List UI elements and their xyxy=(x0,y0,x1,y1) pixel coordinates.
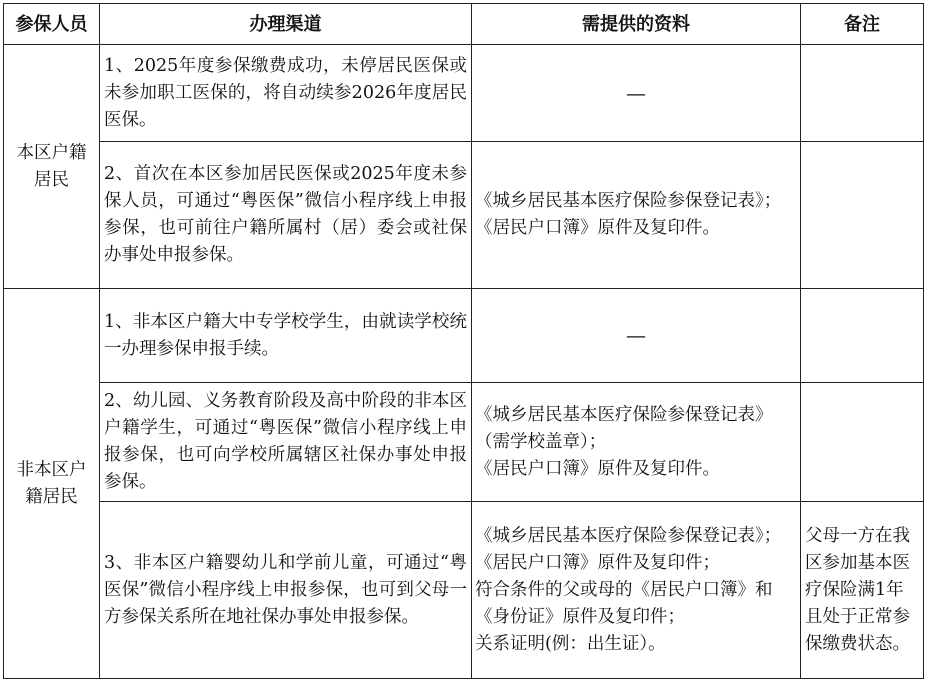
table-row xyxy=(4,383,924,502)
materials-item: 关系证明(例：出生证）。 xyxy=(475,633,666,654)
channel-cell: 2、幼儿园、义务教育阶段及高中阶段的非本区户籍学生，可通过“粤医保”微信小程序线上申报参保，也可向学校所属辖区社保办事处申报参保。 xyxy=(100,383,472,502)
remarks-cell xyxy=(801,45,924,142)
channel-cell: 1、非本区户籍大中专学校学生，由就读学校统一办理参保申报手续。 xyxy=(100,289,472,383)
materials-item: 《居民户口簿》原件及复印件。 xyxy=(475,458,720,479)
table-row xyxy=(4,289,924,383)
remarks-cell xyxy=(801,289,924,383)
materials-item: 《居民户口簿》原件及复印件； xyxy=(475,552,720,573)
table-row xyxy=(4,502,924,679)
group-local-residents: 本区户籍居民 xyxy=(4,45,100,289)
header-row xyxy=(4,4,924,45)
remarks-cell xyxy=(801,383,924,502)
header-materials: 需提供的资料 xyxy=(472,4,801,45)
group-nonlocal-residents: 非本区户籍居民 xyxy=(4,289,100,679)
channel-cell: 2、首次在本区参加居民医保或2025年度未参保人员，可通过“粤医保”微信小程序线上申报参保，也可前往户籍所属村（居）委会或社保办事处申报参保。 xyxy=(100,142,472,289)
channel-cell: 3、非本区户籍婴幼儿和学前儿童，可通过“粤医保”微信小程序线上申报参保，也可到父母一方参保关系所在地社保办事处申报参保。 xyxy=(100,502,472,679)
remarks-cell xyxy=(801,142,924,289)
materials-item: 《城乡居民基本医疗保险参保登记表》； xyxy=(475,191,782,211)
materials-cell: — xyxy=(472,45,801,142)
header-remarks: 备注 xyxy=(801,4,924,45)
materials-cell xyxy=(472,383,801,502)
materials-cell xyxy=(472,142,801,289)
table-row xyxy=(4,45,924,142)
channel-cell: 1、2025年度参保缴费成功，未停居民医保或未参加职工医保的，将自动续参2026年度居民医保。 xyxy=(100,45,472,142)
header-channel: 办理渠道 xyxy=(100,4,472,45)
materials-cell xyxy=(472,502,801,679)
materials-item: 《城乡居民基本医疗保险参保登记表》（需学校盖章）； xyxy=(475,404,773,452)
header-person: 参保人员 xyxy=(4,4,100,45)
insurance-enrollment-table xyxy=(3,3,924,679)
remarks-cell: 父母一方在我区参加基本医疗保险满1年且处于正常参保缴费状态。 xyxy=(801,502,924,679)
table-row xyxy=(4,142,924,289)
materials-item: 符合条件的父或母的《居民户口簿》和《身份证》原件及复印件； xyxy=(475,579,773,627)
materials-item: 《居民户口簿》原件及复印件。 xyxy=(475,218,720,238)
materials-cell: — xyxy=(472,289,801,383)
materials-item: 《城乡居民基本医疗保险参保登记表》； xyxy=(475,525,782,546)
